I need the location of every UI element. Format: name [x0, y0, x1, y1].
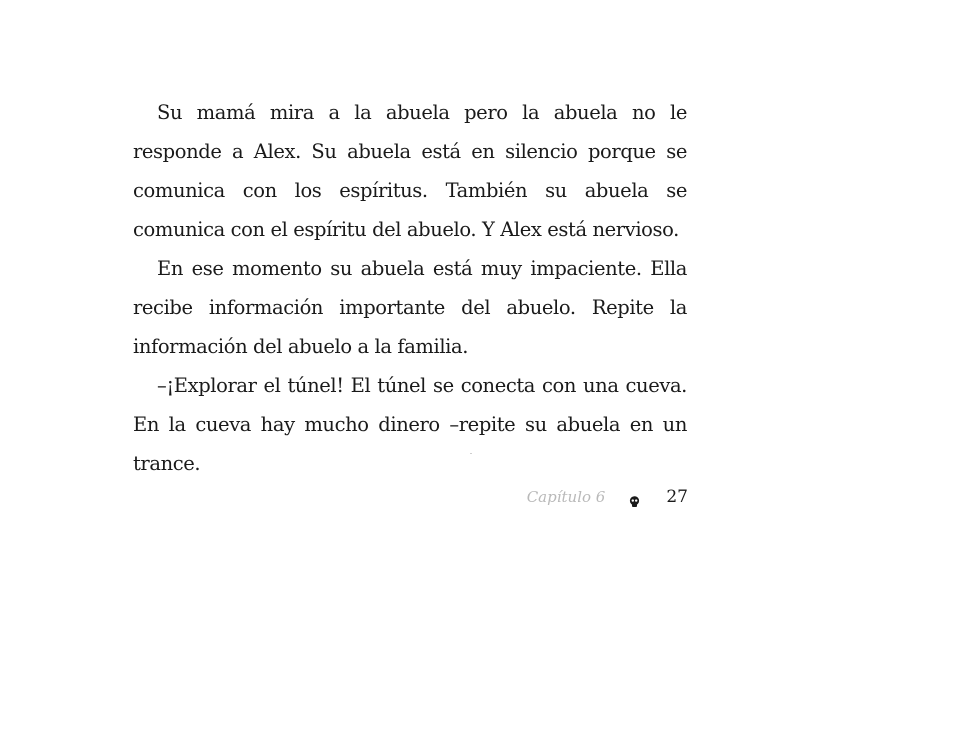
paragraph: –¡Explorar el túnel! El túnel se conecta con una cueva. En la cueva hay mucho dinero –repite su abuela en un trance.	[133, 374, 687, 475]
scan-speck	[470, 453, 472, 454]
skull-ornament-icon	[629, 492, 640, 503]
page-footer	[498, 486, 688, 508]
paragraph: Su mamá mira a la abuela pero la abuela no le responde a Alex. Su abuela está en silencio porque se comunica con los espíritus. También su abuela se comunica con el espíritu del abuelo. Y Alex está nervioso.	[133, 101, 687, 241]
paragraph: En ese momento su abuela está muy impaciente. Ella recibe información importante del abuelo. Repite la información del abuelo a la familia.	[133, 257, 687, 358]
chapter-label: Capítulo 6	[526, 488, 606, 506]
page-number: 27	[666, 487, 688, 507]
body-text	[133, 93, 687, 483]
